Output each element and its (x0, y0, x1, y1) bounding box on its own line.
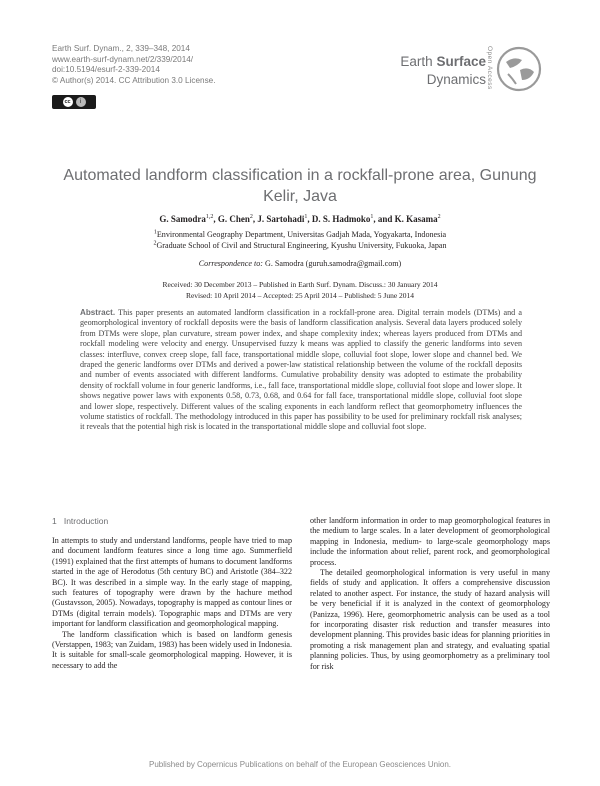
section-title: Introduction (63, 516, 109, 526)
abstract-label: Abstract. (80, 308, 116, 317)
paragraph: other landform information in order to map geomorphological features in the medium to large scales. In a later development of geomorphological mapping in Indonesia, medium- to large-scale geomorphology maps include the information about relief, parent rock, and geomorphological process. (310, 516, 550, 567)
article-title: Automated landform classification in a rockfall-prone area, Gunung Kelir, Java (63, 167, 537, 205)
attribution-icon: i (76, 97, 86, 107)
egu-globe-icon (496, 46, 542, 92)
dates-received: Received: 30 December 2013 – Published in Earth Surf. Dynam. Discuss.: 30 January 2014 (162, 280, 438, 289)
abstract-text: This paper presents an automated landform classification in a rockfall-prone area. Digital terrain models (DTMs) and a geomorphological inventory of rockfall deposits were the basis of landform classification analysis. Several data layers produced solely from DTMs were slope, plan curvature, stream power index, and shape complexity index; whereas layers produced from DTMs and rockfall modeling were velocity and energy. Unsupervised fuzzy k means was applied to classify the generic landforms into seven classes: interfluve, convex creep slope, fall face, transportational middle slope, colluvial foot slope, lower slope and channel bed. We draped the generic landforms over DTMs and derived a power-law statistical relationship between the volume of the rockfall deposits and number of events associated with different landforms. Cumulative probability density was adopted to estimate the probability density of rockfall volume in four generic landforms, i.e., fall face, transportational middle slope, colluvial foot slope and lower slope. It shows negative power laws with exponents 0.58, 0.73, 0.68, and 0.64 for fall face, transportational middle slope, colluvial foot slope and lower slope, respectively. Different values of the scaling exponents in each landform reflect that geomorphometry influences the volume statistics of rockfall. The methodology introduced in this paper has possibility to be used for preliminary rockfall risk analyses; it reveals that the potential high risk is located in the transportational middle slope and colluvial foot slope. (80, 308, 522, 432)
publication-dates (60, 279, 540, 301)
affiliations (60, 229, 540, 251)
body-column-right (310, 516, 550, 672)
correspondence-contact[interactable]: G. Samodra (guruh.samodra@gmail.com) (265, 259, 402, 268)
section-heading (52, 516, 108, 526)
cc-icon: cc (64, 99, 71, 105)
journal-logo (398, 46, 548, 92)
abstract (80, 308, 522, 433)
correspondence (60, 259, 540, 268)
affiliation: $^2$Graduate School of Civil and Structural Engineering, Kyushu University, Fukuoka, Japan (153, 240, 447, 250)
author: G. Chen$^2$, (217, 214, 258, 224)
copyright-line: © Author(s) 2014. CC Attribution 3.0 License. (52, 75, 216, 85)
affiliation: $^1$Environmental Geography Department, Universitas Gadjah Mada, Yogyakarta, Indonesia (153, 229, 447, 239)
body-column-left (52, 536, 292, 671)
article-meta (52, 44, 312, 86)
dates-revised: Revised: 10 April 2014 – Accepted: 25 April 2014 – Published: 5 June 2014 (185, 291, 415, 300)
cc-by-license-badge[interactable] (52, 95, 96, 109)
paragraph: The landform classification which is based on landform genesis (Verstappen, 1983; van Zuidam, 1983) has been widely used in Indonesia. It is suitable for small-scale geomorphological mapping. However, it is necessary to add the (52, 629, 292, 670)
author: G. Samodra$^{1,2}$, (159, 214, 218, 224)
author: K. Kasama$^2$ (394, 214, 441, 224)
paragraph: The detailed geomorphological information is very useful in many fields of study and application. It offers a comprehensive discussion related to another aspect. For instance, the study of hazard analysis will be very beneficial if it is analyzed in the context of geomorphology (Panizza, 1996). Here, geomorphometric analysis can be used as a tool for incorporating disaster risk reduction and transfer measures into development planning. This provides basic ideas for planning priorities in promoting a risk management plan and strategy, and evaluating spatial planning policies. Thus, by using geomorphometry as a preliminary tool for risk (310, 568, 550, 671)
paragraph: In attempts to study and understand landforms, people have tried to map and document landform features since a long time ago. Summerfield (1991) explained that the first attempts of humans to document landforms started in the age of Herodotus (5th century BC) and Aristotle (384–322 BC). It was described in a simple way. In the early stage of mapping, such features of topography were drawn by the hachure method (Gustavsson, 2005). Nowadays, topography is mapped as contour lines or DTMs (digital terrain models). Topographic maps and DTMs are very important for landform classification and geomorphological mapping. (52, 536, 292, 629)
article-url[interactable]: www.earth-surf-dynam.net/2/339/2014/ (52, 54, 194, 64)
author: J. Sartohadi$^1$, (257, 214, 312, 224)
journal-name-line1: Earth Surface (400, 54, 486, 69)
open-access-label: Open Access (486, 46, 493, 90)
citation-line: Earth Surf. Dynam., 2, 339–348, 2014 (52, 44, 190, 53)
author-list (60, 214, 540, 224)
publisher-footer: Published by Copernicus Publications on behalf of the European Geosciences Union. (149, 760, 451, 769)
section-number: 1 (52, 516, 57, 526)
correspondence-label: Correspondence to: (198, 259, 263, 268)
author: D. S. Hadmoko$^1$, and (311, 214, 395, 224)
doi-line[interactable]: doi:10.5194/esurf-2-339-2014 (52, 65, 160, 75)
journal-name-line2: Dynamics (426, 72, 486, 87)
